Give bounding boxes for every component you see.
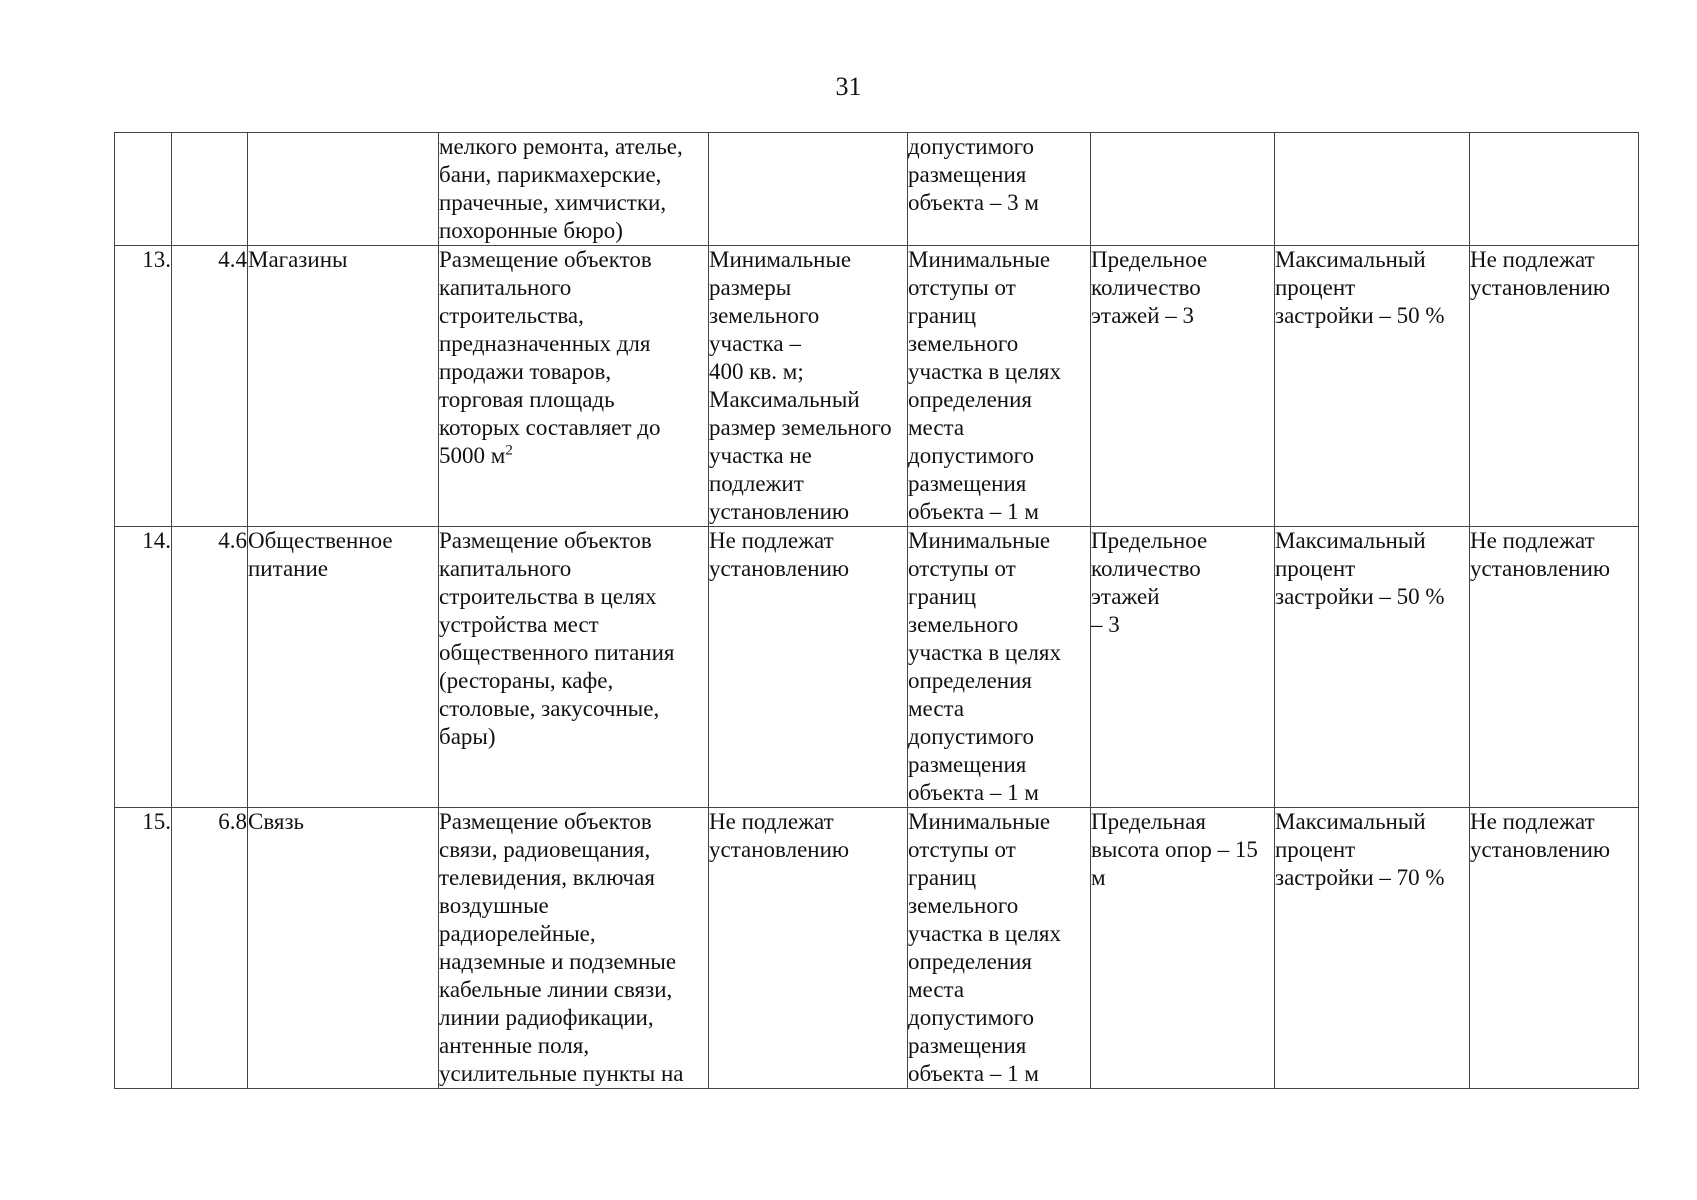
floors-cell: Предельное количество этажей – 3 — [1091, 246, 1275, 527]
use-code-cell — [172, 133, 248, 246]
table-row — [115, 133, 1639, 246]
description-text: Размещение объектов капитального строительства, предназначенных для продажи товаров, торговая площадь которых составляет до 5000 м — [439, 247, 661, 468]
row-number-cell — [115, 133, 172, 246]
other-params-cell: Не подлежат установлению — [1470, 808, 1639, 1089]
setbacks-cell: допустимого размещения объекта – 3 м — [908, 133, 1091, 246]
use-name-cell — [248, 133, 439, 246]
use-description-cell: Размещение объектов капитального строительства в целях устройства мест общественного питания (рестораны, кафе, столовые, закусочные, бары) — [439, 527, 709, 808]
page-number: 31 — [835, 72, 862, 101]
use-code-cell: 4.4 — [172, 246, 248, 527]
superscript: 2 — [505, 442, 513, 459]
use-name-cell: Связь — [248, 808, 439, 1089]
zoning-regulations-table — [114, 132, 1639, 1089]
use-description-cell: мелкого ремонта, ателье, бани, парикмахерские, прачечные, химчистки, похоронные бюро) — [439, 133, 709, 246]
use-code-cell: 4.6 — [172, 527, 248, 808]
table-row — [115, 808, 1639, 1089]
table-row — [115, 246, 1639, 527]
plot-size-cell — [709, 133, 908, 246]
plot-size-cell: Минимальные размеры земельного участка – 400 кв. м; Максимальный размер земельного участка не подлежит установлению — [709, 246, 908, 527]
table-row — [115, 527, 1639, 808]
setbacks-cell: Минимальные отступы от границ земельного участка в целях определения места допустимого размещения объекта – 1 м — [908, 246, 1091, 527]
coverage-cell — [1275, 133, 1470, 246]
floors-cell: Предельная высота опор – 15 м — [1091, 808, 1275, 1089]
use-name-cell: Магазины — [248, 246, 439, 527]
coverage-cell: Максимальный процент застройки – 50 % — [1275, 527, 1470, 808]
other-params-cell: Не подлежат установлению — [1470, 246, 1639, 527]
other-params-cell — [1470, 133, 1639, 246]
floors-cell — [1091, 133, 1275, 246]
use-description-cell — [439, 246, 709, 527]
use-description-cell: Размещение объектов связи, радиовещания, телевидения, включая воздушные радиорелейные, надземные и подземные кабельные линии связи, линии радиофикации, антенные поля, усилительные пункты на — [439, 808, 709, 1089]
plot-size-cell: Не подлежат установлению — [709, 527, 908, 808]
floors-cell: Предельное количество этажей – 3 — [1091, 527, 1275, 808]
coverage-cell: Максимальный процент застройки – 50 % — [1275, 246, 1470, 527]
row-number-cell: 14. — [115, 527, 172, 808]
other-params-cell: Не подлежат установлению — [1470, 527, 1639, 808]
setbacks-cell: Минимальные отступы от границ земельного участка в целях определения места допустимого размещения объекта – 1 м — [908, 527, 1091, 808]
use-code-cell: 6.8 — [172, 808, 248, 1089]
coverage-cell: Максимальный процент застройки – 70 % — [1275, 808, 1470, 1089]
row-number-cell: 13. — [115, 246, 172, 527]
setbacks-cell: Минимальные отступы от границ земельного участка в целях определения места допустимого размещения объекта – 1 м — [908, 808, 1091, 1089]
row-number-cell: 15. — [115, 808, 172, 1089]
use-name-cell: Общественное питание — [248, 527, 439, 808]
plot-size-cell: Не подлежат установлению — [709, 808, 908, 1089]
